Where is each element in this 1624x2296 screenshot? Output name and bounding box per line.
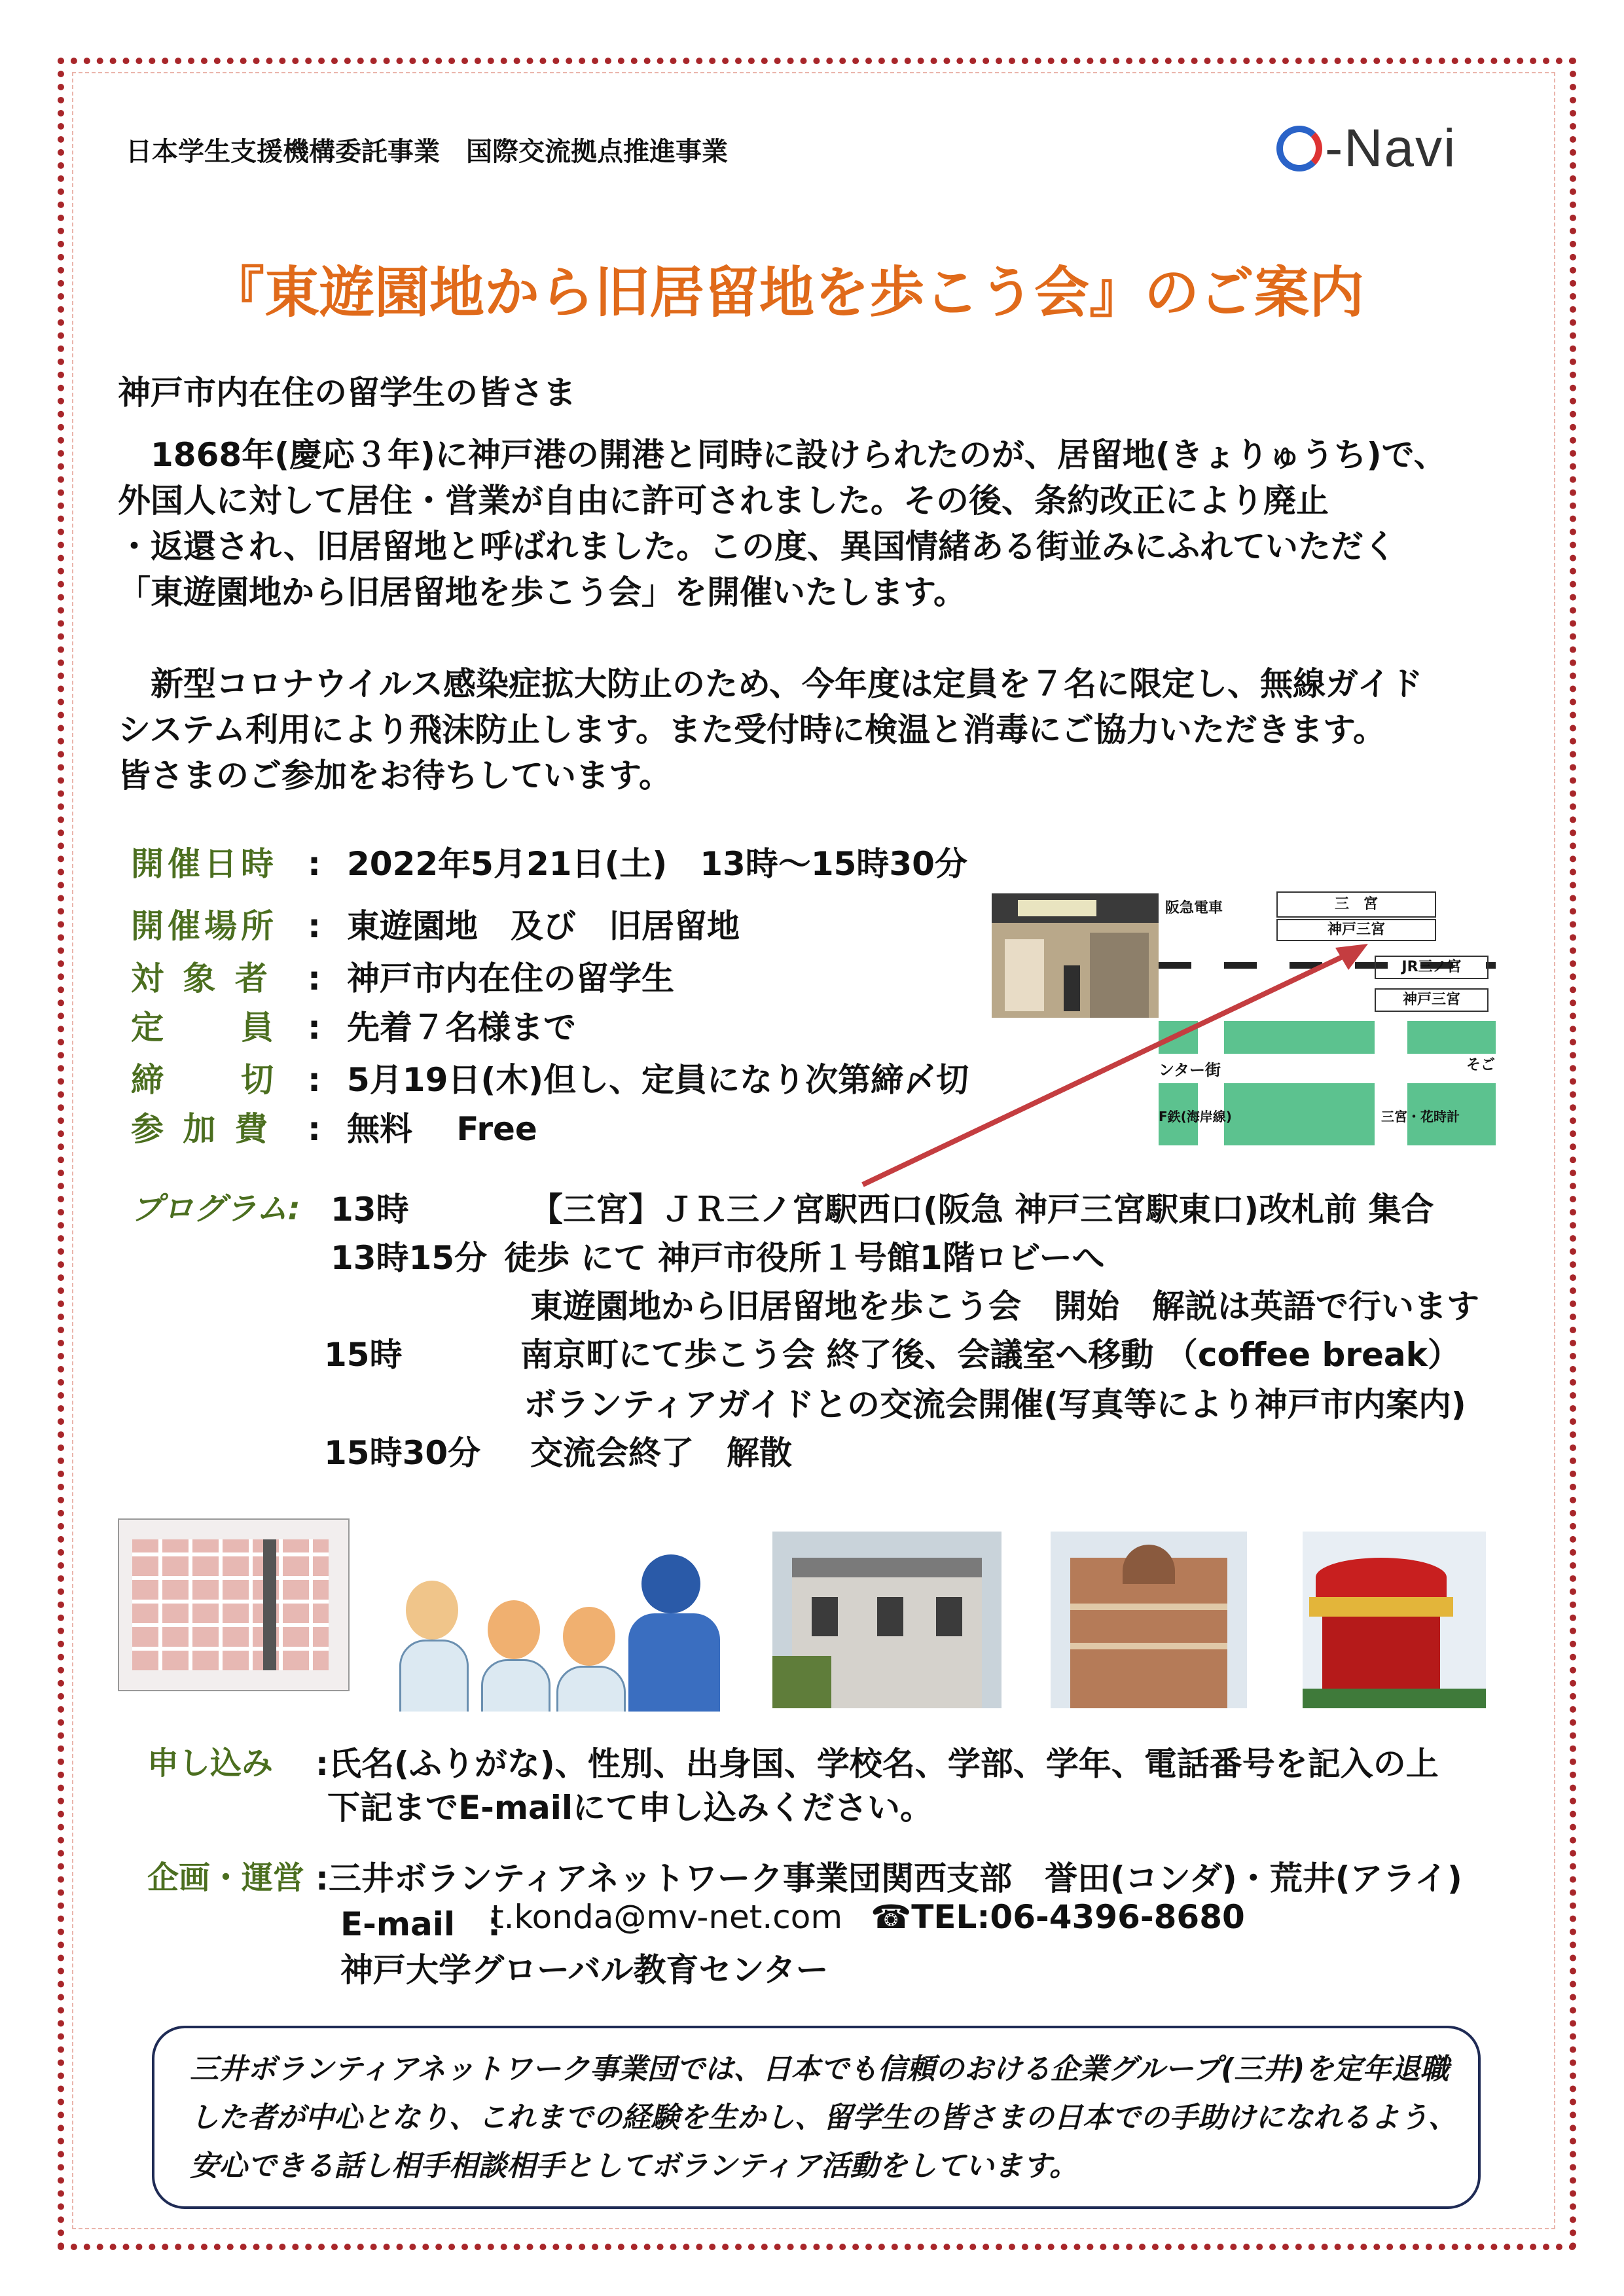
covid-line: 皆さまのご参加をお待ちしています。 [118,757,672,795]
map-label: 三 宮 [1276,891,1436,918]
intro-line: ・返還され、旧居留地と呼ばれました。この度、異国情緒ある街並みにふれていただく [118,528,1396,565]
apply-label: 申し込み [147,1745,274,1782]
apply-line: :氏名(ふりがな)、性別、出身国、学校名、学部、学年、電話番号を記入の上 [316,1745,1439,1783]
covid-line: 新型コロナウイルス感染症拡大防止のため、今年度は定員を７名に限定し、無線ガイド [118,665,1423,703]
map-label: 三宮・花時計 [1381,1109,1460,1124]
apply-line: 下記までE-mailにて申し込みください。 [327,1789,933,1827]
info-value: 東遊園地 及び 旧居留地 [347,907,740,945]
colon: : [308,845,321,883]
map-label: 神戸三宮 [1276,919,1436,941]
ijinkan-photo [772,1532,1001,1708]
old-building-photo [1051,1532,1247,1708]
info-value: 先着７名様まで [347,1009,576,1047]
box-line: した者が中心となり、これまでの経験を生かし、留学生の皆さまの日本での手助けになれるよう、 [190,2101,1457,2134]
info-row-deadline [131,1054,969,1100]
covid-line: システム利用により飛沫防止します。また受付時に検温と消毒にご協力いただきます。 [118,711,1386,749]
info-row-place [131,900,740,946]
info-row-fee [131,1103,537,1149]
info-label: 定 員 [131,1009,278,1047]
map-label: そご [1466,1057,1496,1073]
map-label: ンター街 [1159,1061,1221,1079]
box-line: 安心できる話し相手相談相手としてボランティア活動をしています。 [190,2149,1078,2183]
program-time: 13時 [331,1191,409,1229]
arrow-icon [851,936,1375,1198]
intro-line: 外国人に対して居住・営業が自由に許可されました。その後、条約改正により廃止 [118,482,1329,520]
email-label: E-mail : [340,1905,501,1943]
info-row-date [131,838,967,884]
info-row-capacity [131,1001,576,1047]
colon: : [308,960,321,997]
intro-line: 1868年(慶応３年)に神戸港の開港と同時に設けられたのが、居留地(きょりゅうち)で、 [118,436,1447,474]
organizer-line: :三井ボランティアネットワーク事業団関西支部 誉田(コンダ)・荒井(アライ) [316,1859,1462,1897]
colon: : [308,1009,321,1047]
chinatown-gate-photo [1303,1532,1486,1708]
map-label: F鉄(海岸線) [1159,1109,1232,1124]
phone-number: ☎TEL:06-4396-8680 [871,1898,1245,1936]
page-title: 『東遊園地から旧居留地を歩こう会』のご案内 [209,260,1365,325]
info-row-target [131,952,674,998]
colon: : [308,1061,321,1099]
organizer-label: 企画・運営 [147,1859,305,1896]
program-desc: 【三宮】ＪＲ三ノ宮駅西口(阪急 神戸三宮駅東口)改札前 集合 [530,1191,1434,1229]
program-time: 15時 [324,1336,403,1374]
area-map-image [118,1518,350,1691]
program-time: 15時30分 [324,1434,481,1472]
map-label: JR三ノ宮 [1375,956,1489,979]
program-label: プログラム: [131,1191,300,1227]
info-label: 締 切 [131,1061,278,1099]
program-desc: 徒歩 にて 神戸市役所１号館1階ロビーへ [504,1239,1105,1277]
program-desc: 南京町にて歩こう会 終了後、会議室へ移動 （coffee break） [520,1336,1460,1374]
info-value: 無料 Free [347,1110,537,1148]
program-desc: ボランティアガイドとの交流会開催(写真等により神戸市内案内) [524,1386,1466,1424]
intro-line: 「東遊園地から旧居留地を歩こう会」を開催いたします。 [118,573,966,611]
info-value: 神戸市内在住の留学生 [347,960,674,997]
program-desc: 交流会終了 解散 [530,1434,792,1472]
logo-g-icon [1276,126,1322,171]
email-link[interactable]: t.konda@mv-net.com [491,1898,843,1936]
colon: : [308,1110,321,1148]
info-value: 2022年5月21日(土) 13時～15時30分 [347,845,967,883]
map-label: 阪急電車 [1165,900,1223,916]
program-time: 13時15分 [331,1239,488,1277]
info-label: 開催場所 [131,907,278,945]
info-label: 参 加 費 [131,1110,272,1148]
logo-text: -Navi [1325,118,1457,178]
box-line: 三井ボランティアネットワーク事業団では、日本でも信頼のおける企業グループ(三井)を定年退職 [190,2053,1449,2086]
intro-paragraph [118,432,1519,615]
covid-paragraph [118,661,1519,798]
info-label: 対 象 者 [131,960,272,997]
info-box-text [190,2045,1466,2191]
sponsor-text: 日本学生支援機構委託事業 国際交流拠点推進事業 [126,137,728,167]
masked-people-illustration [393,1541,733,1712]
greeting: 神戸市内在住の留学生の皆さま [118,374,576,412]
info-label: 開催日時 [131,845,278,883]
info-value: 5月19日(木)但し、定員になり次第締〆切 [347,1061,969,1099]
g-navi-logo [1276,118,1456,179]
program-desc: 東遊園地から旧居留地を歩こう会 開始 解説は英語で行います [530,1287,1479,1325]
colon: : [308,907,321,945]
map-label: 神戸三宮 [1375,988,1489,1012]
organizer-line: 神戸大学グローバル教育センター [340,1951,829,1989]
